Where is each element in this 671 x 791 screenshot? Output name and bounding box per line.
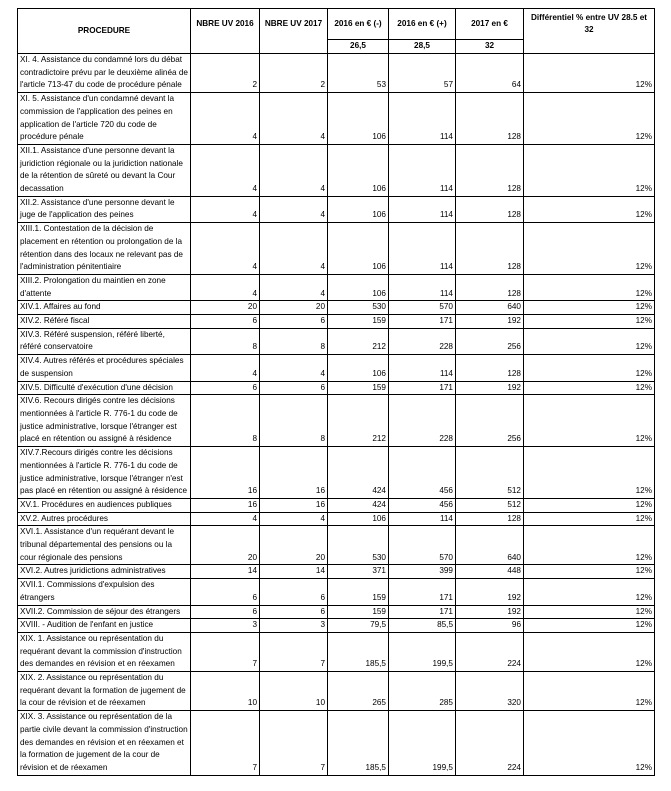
subheader-eur-2016-minus: 26,5: [328, 40, 389, 54]
uv-2017-cell: 14: [260, 565, 328, 579]
eur-2017-cell: 192: [456, 315, 524, 329]
eur-2017-cell: 128: [456, 223, 524, 275]
eur-2016-plus-cell: 114: [389, 144, 456, 196]
uv-2017-cell: 16: [260, 447, 328, 499]
uv-2017-cell: 4: [260, 512, 328, 526]
differential-cell: 12%: [524, 512, 655, 526]
table-row: [18, 223, 655, 275]
eur-2016-minus-cell: 371: [328, 565, 389, 579]
table-row: [18, 196, 655, 222]
eur-2017-cell: 224: [456, 711, 524, 776]
eur-2017-cell: 128: [456, 274, 524, 300]
eur-2016-plus-cell: 171: [389, 605, 456, 619]
procedure-cell: XIV.1. Affaires au fond: [18, 301, 191, 315]
uv-2016-cell: 20: [191, 301, 260, 315]
procedure-cell: XII.1. Assistance d'une personne devant la juridiction régionale ou la juridiction nationale de la rétention de sûreté ou devant la Cour decassation: [18, 144, 191, 196]
differential-cell: 12%: [524, 223, 655, 275]
differential-cell: 12%: [524, 672, 655, 711]
procedure-cell: XII.2. Assistance d'une personne devant le juge de l'application des peines: [18, 196, 191, 222]
uv-2017-cell: 8: [260, 395, 328, 447]
eur-2016-minus-cell: 159: [328, 579, 389, 605]
uv-2016-cell: 4: [191, 512, 260, 526]
header-eur-2017: 2017 en €: [456, 9, 524, 40]
eur-2017-cell: 512: [456, 447, 524, 499]
uv-2017-cell: 2: [260, 54, 328, 93]
eur-2017-cell: 192: [456, 381, 524, 395]
eur-2016-minus-cell: 212: [328, 395, 389, 447]
uv-2017-cell: 6: [260, 579, 328, 605]
header-row: [18, 9, 655, 40]
uv-2017-cell: 20: [260, 526, 328, 565]
table-row: [18, 526, 655, 565]
differential-cell: 12%: [524, 328, 655, 354]
eur-2016-plus-cell: 114: [389, 223, 456, 275]
uv-2017-cell: 4: [260, 355, 328, 381]
procedure-cell: XVI.2. Autres juridictions administratives: [18, 565, 191, 579]
eur-2017-cell: 640: [456, 526, 524, 565]
uv-2017-cell: 3: [260, 619, 328, 633]
differential-cell: 12%: [524, 274, 655, 300]
table-row: [18, 144, 655, 196]
eur-2016-plus-cell: 114: [389, 274, 456, 300]
eur-2016-plus-cell: 199,5: [389, 711, 456, 776]
uv-2017-cell: 10: [260, 672, 328, 711]
differential-cell: 12%: [524, 301, 655, 315]
eur-2017-cell: 256: [456, 328, 524, 354]
procedure-table-page: [17, 8, 654, 776]
uv-2016-cell: 7: [191, 711, 260, 776]
eur-2016-minus-cell: 106: [328, 512, 389, 526]
procedure-cell: XV.2. Autres procédures: [18, 512, 191, 526]
procedure-table: [17, 8, 655, 776]
table-row: [18, 93, 655, 145]
table-row: [18, 619, 655, 633]
header-uv-2017: NBRE UV 2017: [260, 9, 328, 40]
uv-2017-cell: 4: [260, 144, 328, 196]
procedure-cell: XI. 4. Assistance du condamné lors du débat contradictoire prévu par le deuxième alinéa de l'article 713-47 du code de procédure pénale: [18, 54, 191, 93]
differential-cell: 12%: [524, 526, 655, 565]
table-row: [18, 355, 655, 381]
eur-2016-minus-cell: 79,5: [328, 619, 389, 633]
eur-2017-cell: 128: [456, 512, 524, 526]
uv-2016-cell: 8: [191, 328, 260, 354]
eur-2017-cell: 640: [456, 301, 524, 315]
eur-2017-cell: 128: [456, 144, 524, 196]
table-row: [18, 565, 655, 579]
eur-2016-minus-cell: 530: [328, 526, 389, 565]
procedure-cell: XVII.2. Commission de séjour des étrangers: [18, 605, 191, 619]
eur-2016-minus-cell: 106: [328, 144, 389, 196]
eur-2017-cell: 256: [456, 395, 524, 447]
procedure-cell: XIV.2. Référé fiscal: [18, 315, 191, 329]
differential-cell: 12%: [524, 711, 655, 776]
subheader-blank-uv-2017: [260, 40, 328, 54]
eur-2017-cell: 448: [456, 565, 524, 579]
differential-cell: 12%: [524, 54, 655, 93]
eur-2016-minus-cell: 159: [328, 315, 389, 329]
uv-2016-cell: 7: [191, 632, 260, 671]
uv-2016-cell: 4: [191, 274, 260, 300]
table-row: [18, 301, 655, 315]
eur-2016-minus-cell: 424: [328, 447, 389, 499]
procedure-cell: XIV.6. Recours dirigés contre les décisions mentionnées à l'article R. 776-1 du code de justice administrative, lorsque l'étranger est placé en rétention ou assigné à résidence: [18, 395, 191, 447]
eur-2017-cell: 64: [456, 54, 524, 93]
procedure-cell: XIV.4. Autres référés et procédures spéciales de suspension: [18, 355, 191, 381]
uv-2016-cell: 3: [191, 619, 260, 633]
uv-2016-cell: 6: [191, 605, 260, 619]
uv-2016-cell: 4: [191, 196, 260, 222]
subheader-eur-2017: 32: [456, 40, 524, 54]
uv-2017-cell: 4: [260, 93, 328, 145]
table-row: [18, 498, 655, 512]
uv-2016-cell: 16: [191, 498, 260, 512]
differential-cell: 12%: [524, 93, 655, 145]
uv-2016-cell: 6: [191, 579, 260, 605]
eur-2016-minus-cell: 159: [328, 381, 389, 395]
eur-2017-cell: 192: [456, 605, 524, 619]
eur-2016-minus-cell: 530: [328, 301, 389, 315]
eur-2016-minus-cell: 159: [328, 605, 389, 619]
eur-2017-cell: 320: [456, 672, 524, 711]
table-row: [18, 315, 655, 329]
uv-2017-cell: 6: [260, 605, 328, 619]
header-uv-2016: NBRE UV 2016: [191, 9, 260, 40]
uv-2017-cell: 6: [260, 315, 328, 329]
eur-2016-plus-cell: 199,5: [389, 632, 456, 671]
table-row: [18, 328, 655, 354]
eur-2016-plus-cell: 114: [389, 512, 456, 526]
differential-cell: 12%: [524, 605, 655, 619]
uv-2016-cell: 14: [191, 565, 260, 579]
table-row: [18, 605, 655, 619]
eur-2016-plus-cell: 570: [389, 526, 456, 565]
procedure-cell: XIV.7.Recours dirigés contre les décisions mentionnées à l'article R. 776-1 du code de justice administrative, lorsque l'étranger n'est pas placé en rétention ou assigné à résidence: [18, 447, 191, 499]
eur-2016-minus-cell: 106: [328, 274, 389, 300]
eur-2017-cell: 128: [456, 93, 524, 145]
eur-2016-minus-cell: 185,5: [328, 711, 389, 776]
procedure-cell: XIX. 3. Assistance ou représentation de la partie civile devant la commission d'instruction des demandes en révision et en réexamen et la formation de jugement de la cour de révision et de réexamen: [18, 711, 191, 776]
table-row: [18, 274, 655, 300]
eur-2016-minus-cell: 212: [328, 328, 389, 354]
table-row: [18, 672, 655, 711]
uv-2017-cell: 8: [260, 328, 328, 354]
table-row: [18, 579, 655, 605]
subheader-eur-2016-plus: 28,5: [389, 40, 456, 54]
uv-2016-cell: 6: [191, 315, 260, 329]
header-procedure: PROCEDURE: [18, 9, 191, 54]
table-body: [18, 54, 655, 776]
eur-2016-minus-cell: 53: [328, 54, 389, 93]
table-row: [18, 512, 655, 526]
table-row: [18, 632, 655, 671]
uv-2017-cell: 16: [260, 498, 328, 512]
differential-cell: 12%: [524, 144, 655, 196]
uv-2016-cell: 20: [191, 526, 260, 565]
uv-2017-cell: 4: [260, 274, 328, 300]
eur-2016-plus-cell: 171: [389, 315, 456, 329]
eur-2016-minus-cell: 424: [328, 498, 389, 512]
table-row: [18, 395, 655, 447]
eur-2017-cell: 128: [456, 196, 524, 222]
uv-2017-cell: 4: [260, 196, 328, 222]
header-eur-2016-minus: 2016 en € (-): [328, 9, 389, 40]
uv-2017-cell: 6: [260, 381, 328, 395]
eur-2017-cell: 224: [456, 632, 524, 671]
eur-2016-plus-cell: 171: [389, 579, 456, 605]
eur-2017-cell: 96: [456, 619, 524, 633]
table-row: [18, 381, 655, 395]
eur-2016-plus-cell: 171: [389, 381, 456, 395]
uv-2017-cell: 7: [260, 711, 328, 776]
eur-2016-minus-cell: 106: [328, 355, 389, 381]
eur-2016-plus-cell: 57: [389, 54, 456, 93]
procedure-cell: XIV.3. Référé suspension, référé liberté, référé conservatoire: [18, 328, 191, 354]
procedure-cell: XIX. 1. Assistance ou représentation du requérant devant la commission d'instruction des demandes en révision et en réexamen: [18, 632, 191, 671]
uv-2017-cell: 4: [260, 223, 328, 275]
eur-2016-minus-cell: 265: [328, 672, 389, 711]
uv-2016-cell: 4: [191, 144, 260, 196]
eur-2016-plus-cell: 456: [389, 447, 456, 499]
eur-2016-plus-cell: 228: [389, 328, 456, 354]
uv-2016-cell: 4: [191, 93, 260, 145]
differential-cell: 12%: [524, 381, 655, 395]
eur-2017-cell: 512: [456, 498, 524, 512]
eur-2016-plus-cell: 114: [389, 355, 456, 381]
eur-2016-plus-cell: 114: [389, 196, 456, 222]
eur-2016-plus-cell: 456: [389, 498, 456, 512]
eur-2016-plus-cell: 285: [389, 672, 456, 711]
procedure-cell: XI. 5. Assistance d'un condamné devant la commission de l'application des peines en application de l'article 720 du code de procédure pénale: [18, 93, 191, 145]
eur-2016-minus-cell: 106: [328, 223, 389, 275]
procedure-cell: XVII.1. Commissions d'expulsion des étrangers: [18, 579, 191, 605]
eur-2016-plus-cell: 114: [389, 93, 456, 145]
uv-2016-cell: 4: [191, 223, 260, 275]
differential-cell: 12%: [524, 395, 655, 447]
eur-2016-minus-cell: 106: [328, 196, 389, 222]
procedure-cell: XV.1. Procédures en audiences publiques: [18, 498, 191, 512]
eur-2016-plus-cell: 85,5: [389, 619, 456, 633]
uv-2016-cell: 6: [191, 381, 260, 395]
procedure-cell: XIII.2. Prolongation du maintien en zone d'attente: [18, 274, 191, 300]
uv-2017-cell: 7: [260, 632, 328, 671]
procedure-cell: XVI.1. Assistance d'un requérant devant le tribunal départemental des pensions ou la cour régionale des pensions: [18, 526, 191, 565]
differential-cell: 12%: [524, 619, 655, 633]
eur-2016-minus-cell: 185,5: [328, 632, 389, 671]
table-row: [18, 447, 655, 499]
table-row: [18, 711, 655, 776]
differential-cell: 12%: [524, 355, 655, 381]
procedure-cell: XIX. 2. Assistance ou représentation du requérant devant la formation de jugement de la cour de révision et de réexamen: [18, 672, 191, 711]
header-eur-2016-plus: 2016 en € (+): [389, 9, 456, 40]
differential-cell: 12%: [524, 498, 655, 512]
eur-2016-minus-cell: 106: [328, 93, 389, 145]
eur-2017-cell: 192: [456, 579, 524, 605]
table-row: [18, 54, 655, 93]
subheader-blank-uv-2016: [191, 40, 260, 54]
uv-2017-cell: 20: [260, 301, 328, 315]
eur-2016-plus-cell: 399: [389, 565, 456, 579]
eur-2017-cell: 128: [456, 355, 524, 381]
procedure-cell: XIV.5. Difficulté d'exécution d'une décision: [18, 381, 191, 395]
eur-2016-plus-cell: 570: [389, 301, 456, 315]
uv-2016-cell: 4: [191, 355, 260, 381]
differential-cell: 12%: [524, 565, 655, 579]
uv-2016-cell: 16: [191, 447, 260, 499]
header-differential: Différentiel % entre UV 28.5 et 32: [524, 9, 655, 40]
procedure-cell: XVIII. - Audition de l'enfant en justice: [18, 619, 191, 633]
uv-2016-cell: 10: [191, 672, 260, 711]
differential-cell: 12%: [524, 447, 655, 499]
eur-2016-plus-cell: 228: [389, 395, 456, 447]
differential-cell: 12%: [524, 196, 655, 222]
subheader-blank-differential: [524, 40, 655, 54]
uv-2016-cell: 2: [191, 54, 260, 93]
uv-2016-cell: 8: [191, 395, 260, 447]
differential-cell: 12%: [524, 579, 655, 605]
differential-cell: 12%: [524, 632, 655, 671]
differential-cell: 12%: [524, 315, 655, 329]
procedure-cell: XIII.1. Contestation de la décision de placement en rétention ou prolongation de la rétention dans des locaux ne relevant pas de l'administration pénitentiaire: [18, 223, 191, 275]
